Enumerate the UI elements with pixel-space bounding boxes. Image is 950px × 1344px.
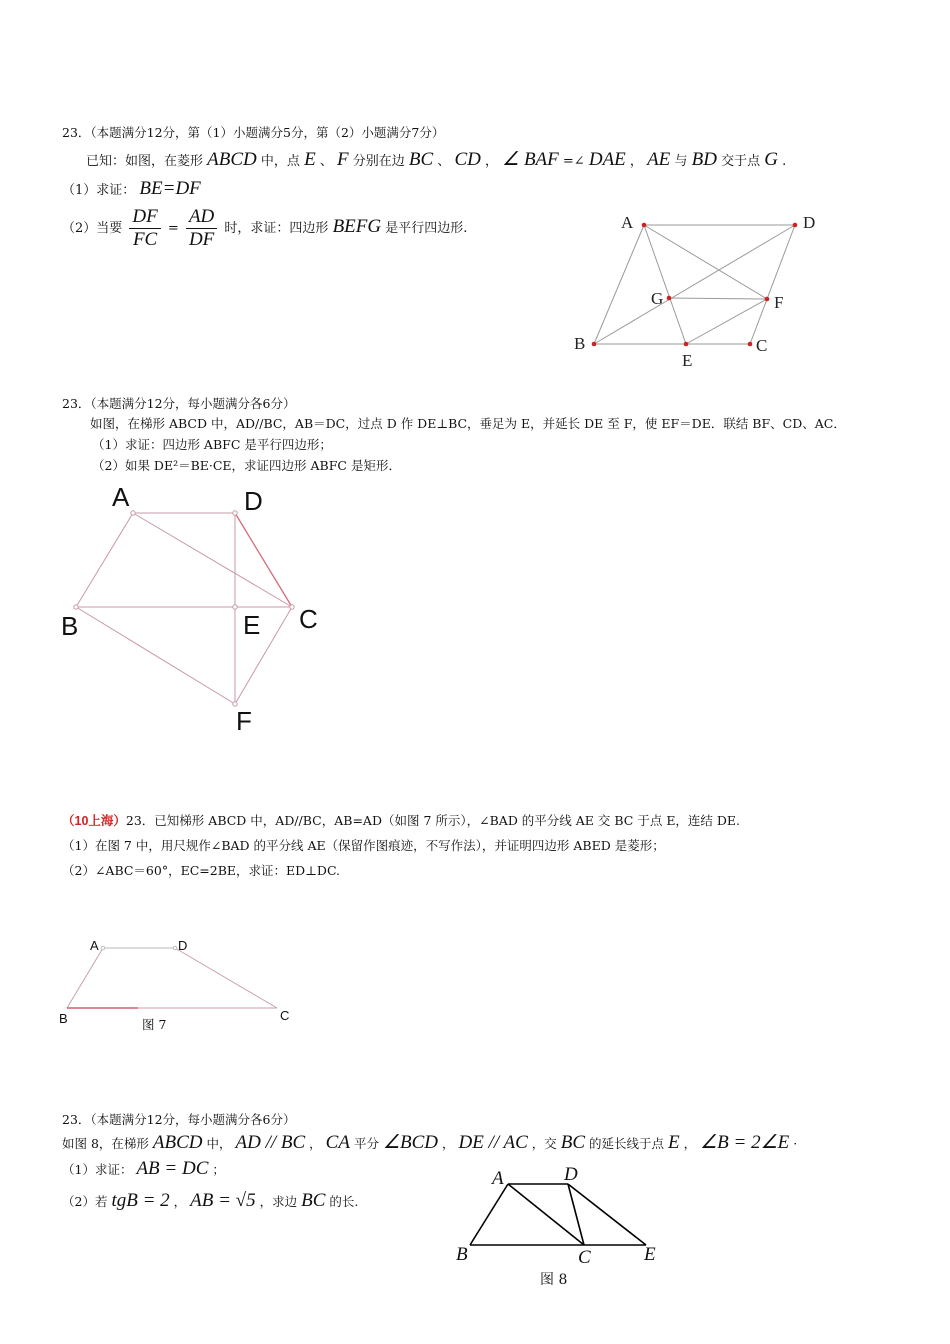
p1-g: G (764, 149, 778, 170)
p2-line1: 如图，在梯形 ABCD 中，AD//BC，AB＝DC，过点 D 作 DE⊥BC，垂足为 E，并延长 DE 至 F，使 EF＝DE．联结 BF、CD、AC． (90, 416, 846, 431)
p1-label-g: G (651, 289, 664, 308)
p4-q1-end: ； (212, 1162, 225, 1177)
p2-label-c: C (299, 604, 318, 634)
p1-q2-post: 时，求证：四边形 (224, 221, 329, 236)
p4-comma3: ，交 (531, 1136, 557, 1151)
p4-header: 23．（本题满分12分，每小题满分各6分） (62, 1112, 296, 1127)
p4-de-ac: DE // AC (458, 1132, 528, 1153)
p4-q2-pre: （2）若 (62, 1194, 108, 1209)
p1-q1-pre: （1）求证： (62, 183, 136, 198)
p4-q1-pre: （1）求证： (62, 1162, 133, 1177)
p3-label-d: D (178, 938, 188, 953)
p1-angle-baf: ∠ BAF (502, 149, 559, 170)
p4-angle-rel: ∠B = 2∠E (700, 1132, 790, 1153)
p4-bc: BC (560, 1132, 586, 1153)
p1-label-b: B (574, 334, 586, 353)
p4-tgb: tgB = 2 (111, 1190, 170, 1211)
p1-label-d: D (803, 213, 816, 232)
p1-eq: = (167, 221, 179, 236)
p2-header: 23．（本题满分12分，每小题满分各6分） (62, 396, 296, 411)
p1-dun2: 、 (437, 154, 451, 169)
p1-cd: CD (454, 149, 481, 170)
p1-fenbie: 分别在边 (352, 154, 405, 169)
p2-label-a: A (112, 482, 130, 512)
p1-frac2-den: DF (188, 229, 215, 250)
p4-angle-bcd: ∠BCD (382, 1132, 438, 1153)
p4-ab-eq: AB = √5 (190, 1190, 256, 1211)
p4-label-b: B (456, 1244, 468, 1265)
p1-zhong-dian: 中，点 (260, 154, 300, 169)
p4-comma2: ， (441, 1136, 455, 1151)
p4-e: E (668, 1132, 680, 1153)
p2-q1: （1）求证：四边形 ABFC 是平行四边形； (92, 437, 332, 452)
p1-q2-pre: （2）当要 (62, 221, 123, 236)
p3-line1-text: 23．已知梯形 ABCD 中，AD//BC，AB=AD（如图 7 所示），∠BAD 的平分线 AE 交 BC 于点 E，连结 DE. (125, 813, 741, 828)
p4-dot: · (793, 1136, 798, 1151)
p1-label-a: A (621, 213, 634, 232)
p4-label-c: C (578, 1247, 591, 1268)
p1-label-e: E (682, 351, 693, 370)
p4-ad-bc: AD // BC (235, 1132, 306, 1153)
p4-fig-caption: 图 8 (540, 1272, 568, 1288)
p1-comma2: ， (629, 154, 643, 169)
p1-e: E (304, 149, 316, 170)
p1-frac2-num: AD (186, 206, 217, 229)
p2-label-f: F (236, 706, 252, 736)
p4-q2-end: 的长. (329, 1194, 359, 1209)
p4-yanchang: 的延长线于点 (589, 1136, 665, 1151)
p1-bd: BD (691, 149, 717, 170)
p4-comma5: ， (173, 1194, 187, 1209)
p1-label-c: C (756, 336, 768, 355)
p4-label-e: E (644, 1244, 656, 1265)
p4-ca: CA (325, 1132, 350, 1153)
p4-q1-expr: AB = DC (136, 1158, 209, 1179)
p4-comma4: ， (683, 1136, 697, 1151)
p4-abcd: ABCD (152, 1132, 203, 1153)
p3-fig-caption: 图 7 (142, 1017, 167, 1032)
p1-yu: 与 (674, 154, 688, 169)
p1-abcd: ABCD (207, 149, 257, 170)
p4-line1-pre: 如图 8，在梯形 (62, 1136, 149, 1151)
p4-comma: ， (309, 1136, 322, 1151)
p3-label-a: A (90, 938, 99, 953)
p4-bc2: BC (301, 1190, 326, 1211)
p2-q2: （2）如果 DE²＝BE·CE，求证四边形 ABFC 是矩形． (92, 458, 401, 473)
p1-header: 23．（本题满分12分，第（1）小题满分5分，第（2）小题满分7分） (62, 125, 445, 140)
p1-frac1-num: DF (129, 206, 160, 229)
p1-jiaoyu: 交于点 (721, 154, 761, 169)
p4-zhong: 中， (206, 1136, 232, 1151)
p1-q2-end: 是平行四边形. (385, 221, 468, 236)
p3-label-b: B (59, 1011, 68, 1026)
p1-period: . (782, 154, 787, 169)
p1-bc: BC (408, 149, 434, 170)
p3-label-c: C (280, 1008, 290, 1023)
p2-label-b: B (61, 611, 79, 641)
p4-q2-mid: ，求边 (259, 1194, 298, 1209)
p1-comma: ， (485, 154, 499, 169)
p1-eq-angle: =∠ (562, 154, 585, 169)
p2-label-e: E (243, 610, 261, 640)
p1-dae: DAE (588, 149, 626, 170)
p1-befg: BEFG (332, 216, 382, 237)
p4-label-d: D (564, 1164, 578, 1185)
p4-pingfen: 平分 (353, 1136, 379, 1151)
p1-label-f: F (774, 293, 784, 312)
p1-given-pre: 已知：如图，在菱形 (86, 154, 204, 169)
p3-tag: （10上海） (62, 814, 126, 828)
p1-dun: 、 (319, 154, 333, 169)
p1-q1-expr: BE=DF (139, 178, 201, 199)
p3-q1: （1）在图 7 中，用尺规作∠BAD 的平分线 AE（保留作图痕迹，不写作法），并证明四边形 ABED 是菱形； (62, 838, 665, 853)
p3-q2: （2）∠ABC＝60°，EC=2BE，求证：ED⊥DC. (62, 863, 341, 878)
p1-frac1-den: FC (132, 229, 158, 250)
p1-ae: AE (647, 149, 671, 170)
p1-f: F (336, 149, 349, 170)
p2-label-d: D (244, 486, 263, 516)
p4-label-a: A (492, 1168, 504, 1189)
